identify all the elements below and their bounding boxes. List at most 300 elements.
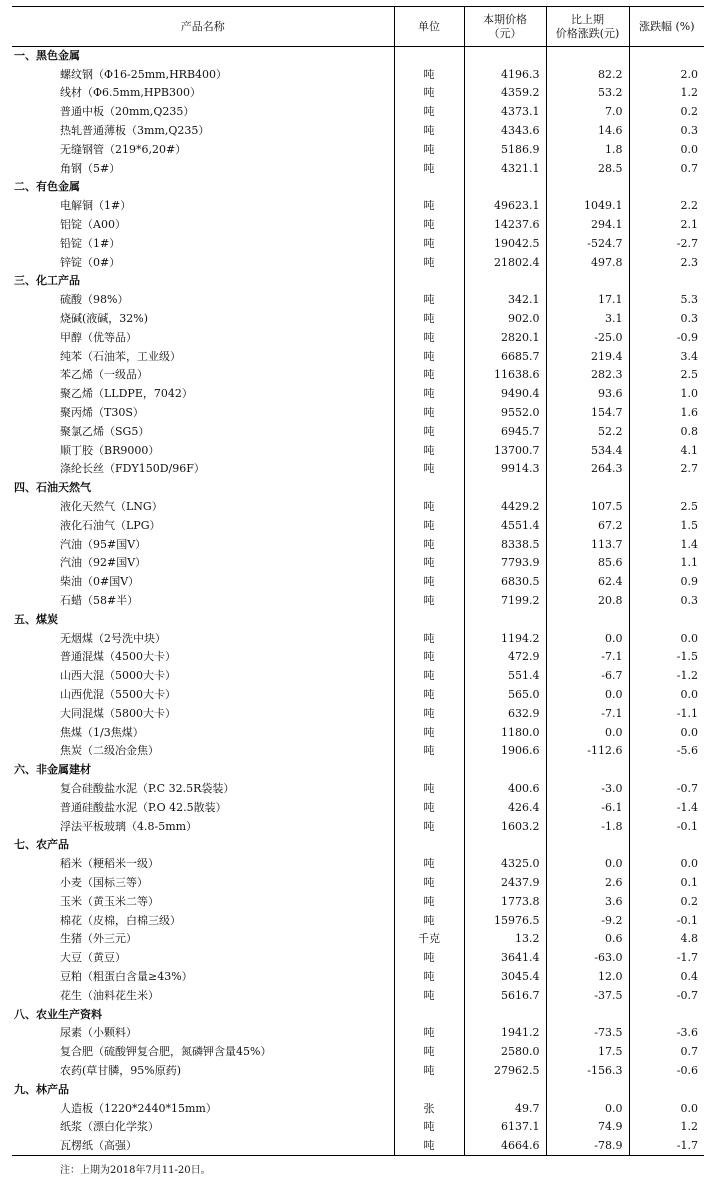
product-name: 人造板（1220*2440*15mm） [60, 1101, 217, 1115]
product-name: 顺丁胶（BR9000） [60, 443, 160, 457]
product-name: 甲醇（优等品） [60, 330, 137, 344]
change-cell: 93.6 [546, 385, 629, 404]
unit-cell: 吨 [394, 817, 464, 836]
change-cell: 2.6 [546, 874, 629, 893]
category-row [12, 761, 704, 780]
product-name: 普通混煤（4500大卡） [60, 650, 176, 664]
category-empty-cell [394, 178, 464, 197]
product-name: 铅锭（1#） [60, 236, 121, 250]
percent-cell: -1.4 [629, 798, 704, 817]
price-cell: 6945.7 [464, 422, 546, 441]
percent-cell: 1.6 [629, 404, 704, 423]
price-cell: 21802.4 [464, 253, 546, 272]
percent-cell: 0.4 [629, 968, 704, 987]
product-name: 焦炭（二级冶金焦） [60, 744, 159, 758]
unit-cell: 吨 [394, 968, 464, 987]
table-row [12, 516, 704, 535]
change-cell: 107.5 [546, 498, 629, 517]
percent-cell: -1.5 [629, 648, 704, 667]
price-cell: 8338.5 [464, 535, 546, 554]
unit-cell: 吨 [394, 780, 464, 799]
change-cell: 113.7 [546, 535, 629, 554]
category-empty-cell [394, 479, 464, 498]
price-cell: 27962.5 [464, 1062, 546, 1081]
change-cell: 219.4 [546, 347, 629, 366]
price-cell: 902.0 [464, 310, 546, 329]
table-row [12, 573, 704, 592]
unit-cell: 吨 [394, 911, 464, 930]
category-empty-cell [464, 1080, 546, 1099]
table-row [12, 798, 704, 817]
price-cell: 1194.2 [464, 629, 546, 648]
price-cell: 2437.9 [464, 874, 546, 893]
price-cell: 5186.9 [464, 140, 546, 159]
change-cell: 12.0 [546, 968, 629, 987]
change-cell: 52.2 [546, 422, 629, 441]
change-cell: 534.4 [546, 441, 629, 460]
product-name: 尿素（小颗料） [60, 1026, 137, 1040]
unit-cell: 吨 [394, 592, 464, 611]
price-cell: 1603.2 [464, 817, 546, 836]
price-cell: 14237.6 [464, 216, 546, 235]
change-cell: -73.5 [546, 1024, 629, 1043]
unit-cell: 吨 [394, 234, 464, 253]
percent-cell: 0.8 [629, 422, 704, 441]
percent-cell: 4.8 [629, 930, 704, 949]
percent-cell: 0.0 [629, 686, 704, 705]
change-cell: 0.0 [546, 855, 629, 874]
category-empty-cell [546, 1080, 629, 1099]
product-name: 农药(草甘膦，95%原药) [60, 1063, 182, 1077]
unit-cell: 吨 [394, 253, 464, 272]
header-price-change [546, 7, 629, 47]
product-name: 山西大混（5000大卡） [60, 669, 176, 683]
percent-cell: 3.4 [629, 347, 704, 366]
unit-cell: 吨 [394, 347, 464, 366]
product-name: 石蜡（58#半） [60, 594, 139, 607]
category-empty-cell [464, 479, 546, 498]
product-name: 热轧普通薄板（3mm,Q235） [60, 124, 210, 138]
category-row [12, 1080, 704, 1099]
price-cell: 9914.3 [464, 460, 546, 479]
change-cell: 497.8 [546, 253, 629, 272]
unit-cell: 吨 [394, 310, 464, 329]
table-row [12, 216, 704, 235]
price-cell: 4551.4 [464, 516, 546, 535]
product-name: 小麦（国标三等） [60, 875, 148, 889]
percent-cell: -1.1 [629, 704, 704, 723]
price-cell: 1906.6 [464, 742, 546, 761]
percent-cell: 1.1 [629, 554, 704, 573]
product-name: 液化天然气（LNG） [60, 500, 163, 514]
category-empty-cell [629, 1005, 704, 1024]
price-cell: 1180.0 [464, 723, 546, 742]
product-name: 涤纶长丝（FDY150D/96F） [60, 462, 205, 476]
category-empty-cell [394, 272, 464, 291]
category-row [12, 479, 704, 498]
unit-cell: 张 [394, 1099, 464, 1118]
category-empty-cell [629, 47, 704, 66]
table-row [12, 742, 704, 761]
change-cell: 0.0 [546, 723, 629, 742]
table-row [12, 949, 704, 968]
price-cell: 15976.5 [464, 911, 546, 930]
unit-cell: 吨 [394, 197, 464, 216]
unit-cell: 吨 [394, 648, 464, 667]
percent-cell: -0.9 [629, 328, 704, 347]
price-cell: 551.4 [464, 667, 546, 686]
unit-cell: 吨 [394, 65, 464, 84]
header-current-price-line1: 本期价格 [483, 12, 527, 26]
price-cell: 1773.8 [464, 892, 546, 911]
percent-cell: -0.7 [629, 986, 704, 1005]
product-name: 硫酸（98%） [60, 293, 129, 307]
unit-cell: 吨 [394, 441, 464, 460]
unit-cell: 吨 [394, 216, 464, 235]
percent-cell: 2.1 [629, 216, 704, 235]
table-row [12, 592, 704, 611]
table-row [12, 404, 704, 423]
percent-cell: 1.2 [629, 84, 704, 103]
table-row [12, 291, 704, 310]
change-cell: -156.3 [546, 1062, 629, 1081]
category-empty-cell [629, 479, 704, 498]
table-header [12, 7, 704, 47]
change-cell: 154.7 [546, 404, 629, 423]
product-name: 大豆（黄豆） [60, 951, 126, 965]
table-body [12, 47, 704, 1156]
percent-cell: 0.0 [629, 629, 704, 648]
product-name: 聚丙烯（T30S） [60, 406, 144, 420]
table-row [12, 441, 704, 460]
product-name: 浮法平板玻璃（4.8-5mm） [60, 819, 198, 833]
product-name: 铝锭（A00） [60, 218, 126, 232]
price-cell: 632.9 [464, 704, 546, 723]
price-cell: 4359.2 [464, 84, 546, 103]
price-cell: 19042.5 [464, 234, 546, 253]
category-empty-cell [546, 178, 629, 197]
price-cell: 49623.1 [464, 197, 546, 216]
unit-cell: 吨 [394, 1118, 464, 1137]
product-name: 纸浆（漂白化学浆） [60, 1120, 159, 1134]
table-row [12, 1118, 704, 1137]
unit-cell: 吨 [394, 140, 464, 159]
category-empty-cell [629, 178, 704, 197]
category-empty-cell [546, 47, 629, 66]
category-name: 八、农业生产资料 [14, 1007, 102, 1021]
percent-cell: 0.7 [629, 1043, 704, 1062]
category-empty-cell [464, 47, 546, 66]
percent-cell: 0.0 [629, 140, 704, 159]
category-empty-cell [629, 761, 704, 780]
unit-cell: 吨 [394, 516, 464, 535]
percent-cell: 0.7 [629, 159, 704, 178]
price-cell: 426.4 [464, 798, 546, 817]
table-row [12, 911, 704, 930]
table-row [12, 328, 704, 347]
category-name: 四、石油天然气 [14, 481, 91, 495]
table-row [12, 648, 704, 667]
table-row [12, 460, 704, 479]
product-name: 普通中板（20mm,Q235） [60, 105, 195, 119]
product-name: 稻米（粳稻米一级） [60, 857, 159, 871]
table-row [12, 197, 704, 216]
change-cell: -37.5 [546, 986, 629, 1005]
price-cell: 472.9 [464, 648, 546, 667]
percent-cell: -5.6 [629, 742, 704, 761]
product-name: 电解铜（1#） [60, 199, 132, 213]
percent-cell: 0.0 [629, 1099, 704, 1118]
category-empty-cell [464, 610, 546, 629]
change-cell: 3.1 [546, 310, 629, 329]
change-cell: 1.8 [546, 140, 629, 159]
product-name: 角钢（5#） [60, 161, 121, 175]
change-cell: 1049.1 [546, 197, 629, 216]
table-row [12, 84, 704, 103]
table-row [12, 554, 704, 573]
table-row [12, 704, 704, 723]
table-row [12, 686, 704, 705]
unit-cell: 吨 [394, 855, 464, 874]
category-empty-cell [394, 47, 464, 66]
table-row [12, 723, 704, 742]
unit-cell: 吨 [394, 629, 464, 648]
header-price-change-line2: 价格涨跌(元) [555, 26, 620, 40]
product-name: 生猪（外三元） [60, 932, 137, 946]
percent-cell: 2.7 [629, 460, 704, 479]
percent-cell: -0.1 [629, 911, 704, 930]
product-name: 山西优混（5500大卡） [60, 687, 176, 701]
percent-cell: 0.1 [629, 874, 704, 893]
product-name: 聚氯乙烯（SG5） [60, 424, 150, 438]
table-row [12, 234, 704, 253]
price-cell: 565.0 [464, 686, 546, 705]
header-unit: 单位 [394, 7, 464, 47]
product-name: 聚乙烯（LLDPE，7042） [60, 387, 193, 401]
product-name: 纯苯（石油苯，工业级） [60, 349, 181, 363]
product-name: 锌锭（0#） [60, 255, 121, 269]
unit-cell: 吨 [394, 723, 464, 742]
change-cell: 7.0 [546, 103, 629, 122]
unit-cell: 吨 [394, 1062, 464, 1081]
table-row [12, 310, 704, 329]
change-cell: 282.3 [546, 366, 629, 385]
product-name: 复合肥（硫酸钾复合肥，氮磷钾含量45%） [60, 1045, 272, 1059]
category-row [12, 836, 704, 855]
product-name: 无缝钢管（219*6,20#） [60, 142, 187, 156]
percent-cell: -0.6 [629, 1062, 704, 1081]
category-name: 二、有色金属 [14, 180, 80, 194]
change-cell: -112.6 [546, 742, 629, 761]
unit-cell: 吨 [394, 460, 464, 479]
percent-cell: 0.3 [629, 592, 704, 611]
product-name: 苯乙烯（一级品） [60, 368, 148, 382]
table-row [12, 1099, 704, 1118]
percent-cell: 2.0 [629, 65, 704, 84]
category-empty-cell [629, 272, 704, 291]
percent-cell: 1.5 [629, 516, 704, 535]
unit-cell: 吨 [394, 892, 464, 911]
table-row [12, 892, 704, 911]
unit-cell: 吨 [394, 291, 464, 310]
change-cell: 3.6 [546, 892, 629, 911]
product-name: 豆粕（粗蛋白含量≥43%） [60, 969, 193, 983]
percent-cell: 2.2 [629, 197, 704, 216]
change-cell: 0.0 [546, 686, 629, 705]
table-row [12, 159, 704, 178]
table-row [12, 1137, 704, 1156]
change-cell: -78.9 [546, 1137, 629, 1156]
category-name: 五、煤炭 [14, 612, 58, 626]
price-cell: 3045.4 [464, 968, 546, 987]
price-cell: 4429.2 [464, 498, 546, 517]
table-row [12, 1062, 704, 1081]
category-name: 九、林产品 [14, 1082, 69, 1096]
product-name: 大同混煤（5800大卡） [60, 706, 176, 720]
product-name: 无烟煤（2号洗中块） [60, 631, 166, 645]
table-row [12, 817, 704, 836]
category-row [12, 610, 704, 629]
header-price-change-line1: 比上期 [571, 12, 604, 26]
unit-cell: 吨 [394, 159, 464, 178]
price-cell: 342.1 [464, 291, 546, 310]
table-row [12, 422, 704, 441]
category-empty-cell [394, 1080, 464, 1099]
category-name: 七、农产品 [14, 838, 69, 852]
unit-cell: 吨 [394, 874, 464, 893]
unit-cell: 吨 [394, 84, 464, 103]
unit-cell: 吨 [394, 686, 464, 705]
change-cell: 53.2 [546, 84, 629, 103]
price-cell: 2820.1 [464, 328, 546, 347]
unit-cell: 千克 [394, 930, 464, 949]
unit-cell: 吨 [394, 949, 464, 968]
percent-cell: 2.5 [629, 366, 704, 385]
unit-cell: 吨 [394, 103, 464, 122]
table-row [12, 1024, 704, 1043]
unit-cell: 吨 [394, 404, 464, 423]
category-row [12, 272, 704, 291]
unit-cell: 吨 [394, 1024, 464, 1043]
table-row [12, 385, 704, 404]
change-cell: -3.0 [546, 780, 629, 799]
category-row [12, 178, 704, 197]
change-cell: -9.2 [546, 911, 629, 930]
percent-cell: 0.2 [629, 103, 704, 122]
table-row [12, 140, 704, 159]
change-cell: 264.3 [546, 460, 629, 479]
price-cell: 4325.0 [464, 855, 546, 874]
product-name: 棉花（皮棉，白棉三级） [60, 913, 181, 927]
category-name: 三、化工产品 [14, 274, 80, 288]
category-empty-cell [629, 1080, 704, 1099]
table-row [12, 667, 704, 686]
unit-cell: 吨 [394, 704, 464, 723]
unit-cell: 吨 [394, 535, 464, 554]
header-current-price-line2: （元） [488, 26, 522, 40]
price-cell: 6137.1 [464, 1118, 546, 1137]
percent-cell: -3.6 [629, 1024, 704, 1043]
change-cell: -25.0 [546, 328, 629, 347]
price-cell: 6685.7 [464, 347, 546, 366]
category-empty-cell [394, 836, 464, 855]
table-row [12, 535, 704, 554]
unit-cell: 吨 [394, 573, 464, 592]
category-empty-cell [546, 479, 629, 498]
change-cell: 28.5 [546, 159, 629, 178]
change-cell: 0.6 [546, 930, 629, 949]
price-cell: 4373.1 [464, 103, 546, 122]
category-empty-cell [394, 761, 464, 780]
product-name: 线材（Φ6.5mm,HPB300） [60, 86, 201, 100]
change-cell: 14.6 [546, 122, 629, 141]
category-empty-cell [629, 610, 704, 629]
percent-cell: -1.7 [629, 1137, 704, 1156]
percent-cell: 5.3 [629, 291, 704, 310]
price-report [12, 6, 704, 1176]
price-cell: 6830.5 [464, 573, 546, 592]
table-row [12, 930, 704, 949]
table-row [12, 780, 704, 799]
table-row [12, 65, 704, 84]
percent-cell: -0.7 [629, 780, 704, 799]
change-cell: 20.8 [546, 592, 629, 611]
table-row [12, 366, 704, 385]
price-cell: 7199.2 [464, 592, 546, 611]
product-name: 汽油（92#国Ⅴ） [60, 556, 147, 570]
category-empty-cell [546, 1005, 629, 1024]
price-cell: 11638.6 [464, 366, 546, 385]
unit-cell: 吨 [394, 498, 464, 517]
percent-cell: 0.0 [629, 723, 704, 742]
header-current-price [464, 7, 546, 47]
unit-cell: 吨 [394, 1043, 464, 1062]
unit-cell: 吨 [394, 798, 464, 817]
percent-cell: 0.0 [629, 855, 704, 874]
price-cell: 400.6 [464, 780, 546, 799]
change-cell: 67.2 [546, 516, 629, 535]
category-empty-cell [546, 761, 629, 780]
product-name: 瓦楞纸（高强） [12, 1137, 394, 1156]
price-cell: 4343.6 [464, 122, 546, 141]
category-row [12, 47, 704, 66]
category-empty-cell [546, 610, 629, 629]
percent-cell: 2.3 [629, 253, 704, 272]
change-cell: -7.1 [546, 648, 629, 667]
price-cell: 1941.2 [464, 1024, 546, 1043]
price-cell: 13.2 [464, 930, 546, 949]
change-cell: -6.7 [546, 667, 629, 686]
unit-cell: 吨 [394, 742, 464, 761]
category-empty-cell [629, 836, 704, 855]
percent-cell: 0.3 [629, 310, 704, 329]
change-cell: 17.1 [546, 291, 629, 310]
percent-cell: 2.5 [629, 498, 704, 517]
category-row [12, 1005, 704, 1024]
price-cell: 5616.7 [464, 986, 546, 1005]
table-row [12, 1043, 704, 1062]
change-cell: 0.0 [546, 629, 629, 648]
product-name: 柴油（0#国Ⅴ） [60, 575, 140, 589]
change-cell: 74.9 [546, 1118, 629, 1137]
price-table [12, 6, 704, 1156]
category-empty-cell [464, 1005, 546, 1024]
header-product-name: 产品名称 [12, 7, 394, 47]
header-change-percent: 涨跌幅 (%) [629, 7, 704, 47]
category-empty-cell [394, 610, 464, 629]
product-name: 花生（油料花生米） [60, 988, 159, 1002]
product-name: 液化石油气（LPG） [60, 518, 161, 532]
